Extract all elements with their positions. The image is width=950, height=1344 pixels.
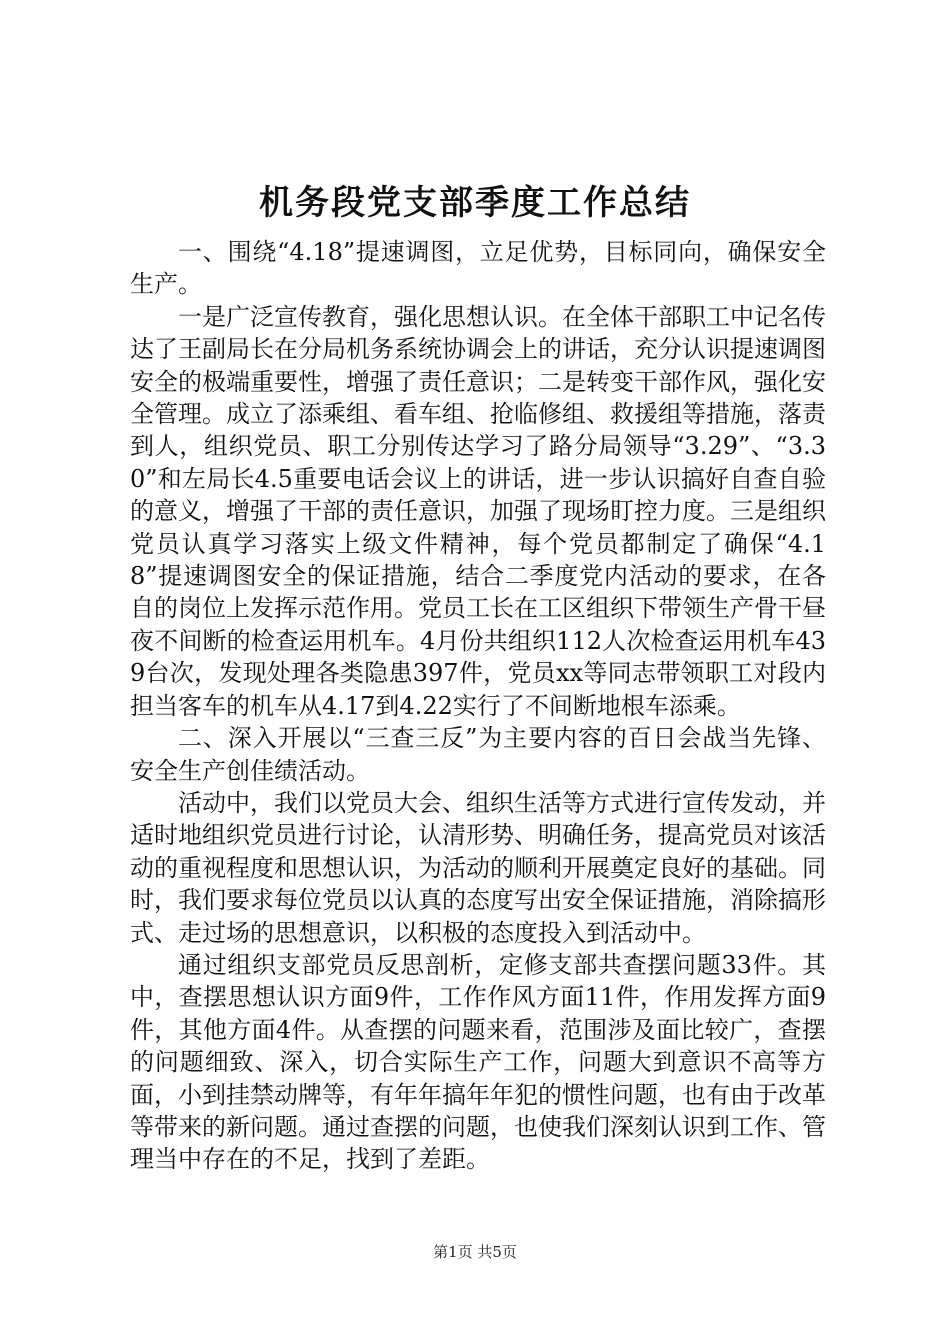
paragraph-section-2-findings: 通过组织支部党员反思剖析，定修支部共查摆问题33件。其中，查摆思想认识方面9件，工作作风方面11件，作用发挥方面9件，其他方面4件。从查摆的问题来看，范围涉及面比较广，查摆的问题细致、深入，切合实际生产工作，问题大到意识不高等方面，小到挂禁动牌等，有年年搞年年犯的惯性问题，也有由于改革等带来的新问题。通过查摆的问题，也使我们深刻认识到工作、管理当中存在的不足，找到了差距。	[130, 950, 826, 1174]
paragraph-section-1-body: 一是广泛宣传教育，强化思想认识。在全体干部职工中记名传达了王副局长在分局机务系统协调会上的讲话，充分认识提速调图安全的极端重要性，增强了责任意识；二是转变干部作风，强化安全管理。成立了添乘组、看车组、抢临修组、救援组等措施，落责到人，组织党员、职工分别传达学习了路分局领导“3.29”、“3.30”和左局长4.5重要电话会议上的讲话，进一步认识搞好自查自验的意义，增强了干部的责任意识，加强了现场盯控力度。三是组织党员认真学习落实上级文件精神，每个党员都制定了确保“4.18”提速调图安全的保证措施，结合二季度党内活动的要求，在各自的岗位上发挥示范作用。党员工长在工区组织下带领生产骨干昼夜不间断的检查运用机车。4月份共组织112人次检查运用机车439台次，发现处理各类隐患397件，党员xx等同志带领职工对段内担当客车的机车从4.17到4.22实行了不间断地根车添乘。	[130, 302, 826, 720]
paragraph-section-2-heading: 二、深入开展以“三查三反”为主要内容的百日会战当先锋、安全生产创佳绩活动。	[130, 724, 826, 785]
page-footer: 第1页 共5页	[433, 1243, 517, 1261]
document-body	[130, 236, 826, 1176]
paragraph-section-1-heading: 一、围绕“4.18”提速调图，立足优势，目标同向，确保安全生产。	[130, 238, 826, 299]
document-title: 机务段党支部季度工作总结	[259, 183, 691, 223]
paragraph-section-2-activity: 活动中，我们以党员大会、组织生活等方式进行宣传发动，并适时地组织党员进行讨论，认清形势、明确任务，提高党员对该活动的重视程度和思想认识，为活动的顺利开展奠定良好的基础。同时，我们要求每位党员以认真的态度写出安全保证措施，消除搞形式、走过场的思想意识，以积极的态度投入到活动中。	[130, 788, 826, 947]
